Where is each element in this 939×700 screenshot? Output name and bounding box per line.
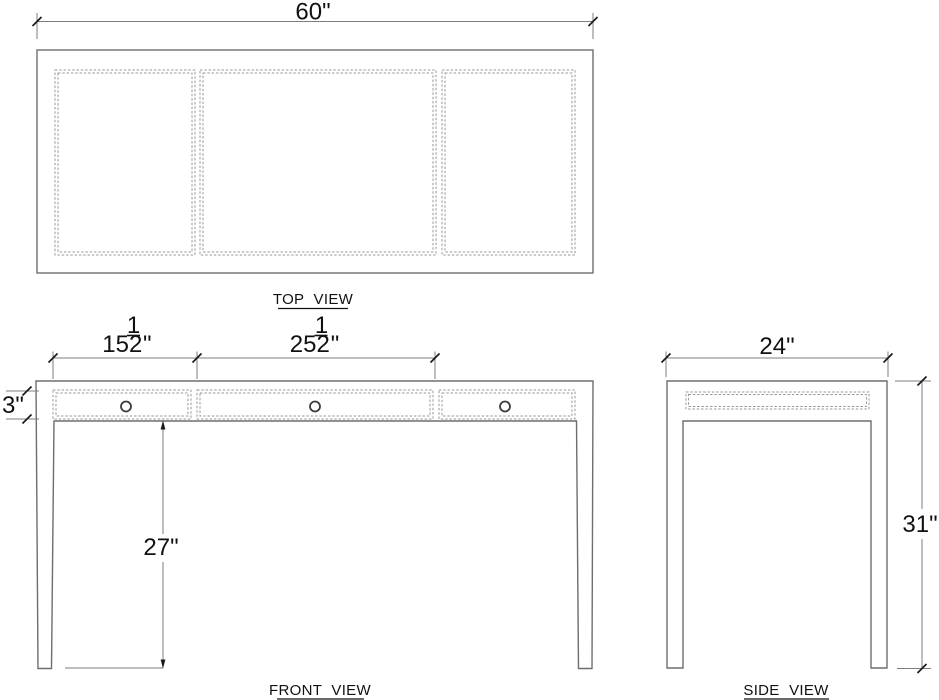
top-view-left-panel <box>55 70 195 255</box>
top-view-caption <box>273 291 354 309</box>
svg-text:2: 2 <box>129 331 143 358</box>
front-view <box>2 312 593 699</box>
svg-text:1: 1 <box>314 312 329 339</box>
svg-text:": " <box>143 331 152 358</box>
svg-text:": " <box>330 331 340 358</box>
dimension-overall-width <box>33 0 598 39</box>
svg-text:25: 25 <box>289 331 317 358</box>
side-view-caption <box>743 682 829 699</box>
dimension-drawer-widths <box>49 312 440 379</box>
dimension-label-overall-width: 60" <box>295 0 331 26</box>
dimension-label-leg-clearance: 27" <box>143 534 179 561</box>
svg-text:15: 15 <box>102 331 129 358</box>
top-view-label: TOP VIEW <box>272 291 354 308</box>
drawer-knob <box>310 402 320 412</box>
side-view-desk-outline <box>667 381 887 668</box>
dimension-label-drawer-center-width <box>290 312 340 358</box>
front-view-desk-outline <box>36 381 593 669</box>
dimension-overall-depth <box>662 333 893 377</box>
drawer-knob <box>500 402 510 412</box>
drawer-knob <box>121 402 131 412</box>
side-view <box>662 333 938 699</box>
dimension-overall-height <box>895 377 938 674</box>
top-view-desk-surface <box>37 50 593 273</box>
side-view-label: SIDE VIEW <box>743 682 829 699</box>
top-view <box>33 0 598 309</box>
top-view-center-panel <box>200 70 436 255</box>
front-view-label: FRONT VIEW <box>269 682 371 699</box>
dimension-label-overall-height: 31" <box>902 511 938 538</box>
dimension-drawer-height <box>2 387 39 424</box>
front-view-caption <box>269 682 371 699</box>
dimension-label-overall-depth: 24" <box>759 333 795 360</box>
top-view-right-panel <box>442 70 575 255</box>
svg-text:2: 2 <box>316 331 330 358</box>
dimension-label-drawer-height: 3" <box>2 392 24 419</box>
svg-text:1: 1 <box>126 312 141 339</box>
dimension-leg-clearance <box>65 421 179 669</box>
arrowhead-down <box>161 660 166 669</box>
dimension-label-drawer-left-width <box>102 312 151 358</box>
arrowhead-up <box>161 421 166 430</box>
